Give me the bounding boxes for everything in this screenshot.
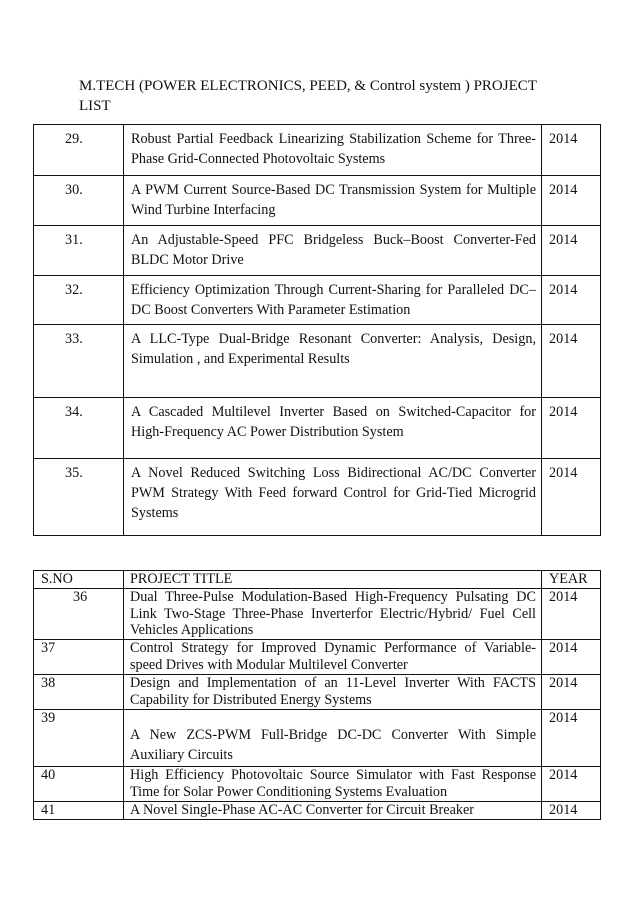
table-row [34,802,601,820]
project-year: 2014 [542,802,601,820]
project-year: 2014 [542,589,601,640]
row-number: 36 [34,589,124,640]
project-title: An Adjustable-Speed PFC Bridgeless Buck–Boost Converter-Fed BLDC Motor Drive [124,226,542,276]
project-year: 2014 [542,398,601,459]
project-title: A PWM Current Source-Based DC Transmission System for Multiple Wind Turbine Interfacing [124,176,542,226]
project-year: 2014 [542,125,601,176]
project-table-2 [33,570,601,820]
project-title: Control Strategy for Improved Dynamic Performance of Variable-speed Drives with Modular Multilevel Converter [124,640,542,675]
row-number: 40 [34,767,124,802]
project-title: A New ZCS-PWM Full-Bridge DC-DC Converter With Simple Auxiliary Circuits [130,727,536,763]
table-row [34,226,601,276]
table-row [34,675,601,710]
column-header-year: YEAR [542,571,601,589]
project-year: 2014 [542,226,601,276]
row-number: 29. [34,125,124,176]
row-number: 32. [34,276,124,325]
row-number: 31. [34,226,124,276]
table-row [34,176,601,226]
row-number: 41 [34,802,124,820]
project-year: 2014 [542,640,601,675]
row-number: 37 [34,640,124,675]
row-number: 33. [34,325,124,398]
table-row [34,125,601,176]
row-number: 38 [34,675,124,710]
project-title: Dual Three-Pulse Modulation-Based High-Frequency Pulsating DC Link Two-Stage Three-Phase Inverterfor Electric/Hybrid/ Fuel Cell Vehicles Applications [124,589,542,640]
project-year: 2014 [542,767,601,802]
table-row [34,459,601,536]
table-row [34,398,601,459]
project-year: 2014 [542,675,601,710]
project-title: Design and Implementation of an 11-Level Inverter With FACTS Capability for Distributed Energy Systems [124,675,542,710]
project-year: 2014 [542,459,601,536]
row-number: 39 [34,710,124,767]
row-number: 34. [34,398,124,459]
column-header-title: PROJECT TITLE [124,571,542,589]
column-header-sno: S.NO [34,571,124,589]
project-title: A Cascaded Multilevel Inverter Based on Switched-Capacitor for High-Frequency AC Power Distribution System [124,398,542,459]
table-row [34,276,601,325]
project-year: 2014 [542,710,601,767]
project-title: A LLC-Type Dual-Bridge Resonant Converter: Analysis, Design, Simulation , and Experimental Results [124,325,542,398]
heading-line-1: M.TECH (POWER ELECTRONICS, PEED, & Control system ) PROJECT [79,78,537,94]
table-row [34,589,601,640]
row-number: 35. [34,459,124,536]
heading-line-2: LIST [79,98,111,114]
project-year: 2014 [542,325,601,398]
project-title: Efficiency Optimization Through Current-Sharing for Paralleled DC–DC Boost Converters With Parameter Estimation [124,276,542,325]
project-year: 2014 [542,276,601,325]
project-year: 2014 [542,176,601,226]
project-title: High Efficiency Photovoltaic Source Simulator with Fast Response Time for Solar Power Conditioning Systems Evaluation [124,767,542,802]
project-title: Robust Partial Feedback Linearizing Stabilization Scheme for Three-Phase Grid-Connected Photovoltaic Systems [124,125,542,176]
table-row [34,325,601,398]
table-row [34,767,601,802]
project-title: A Novel Single-Phase AC-AC Converter for Circuit Breaker [124,802,542,820]
table-row [34,710,601,767]
row-number: 30. [34,176,124,226]
page-heading [79,76,561,116]
table-row [34,640,601,675]
table-header-row [34,571,601,589]
project-table-1 [33,124,601,536]
project-title: A Novel Reduced Switching Loss Bidirectional AC/DC Converter PWM Strategy With Feed forward Control for Grid-Tied Microgrid Systems [124,459,542,536]
